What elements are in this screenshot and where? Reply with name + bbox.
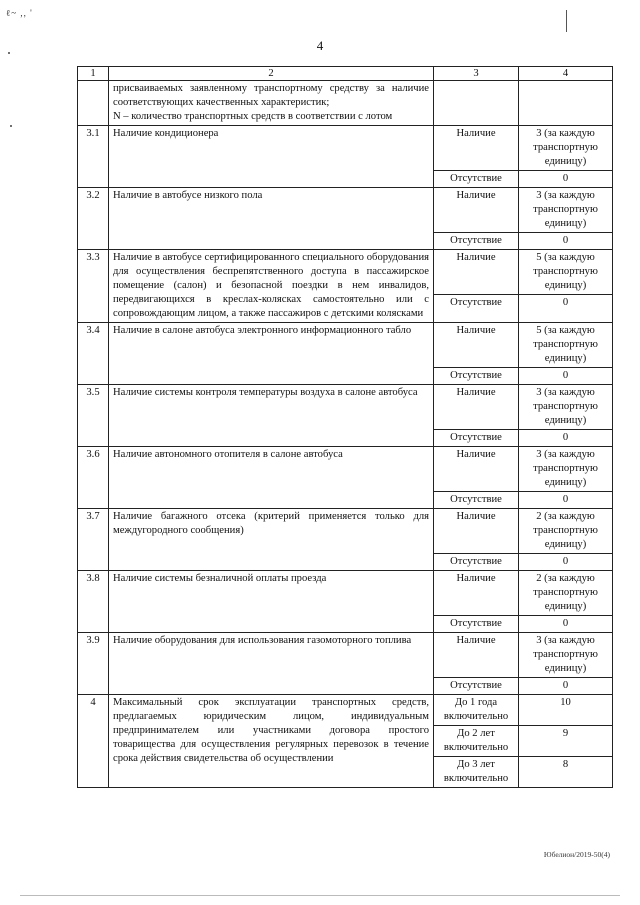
row-number: 3.4 <box>78 323 109 385</box>
term-option: До 1 года включительно <box>434 695 519 726</box>
scan-line <box>566 10 567 32</box>
score-value: 0 <box>519 233 613 250</box>
score-value: 8 <box>519 757 613 788</box>
criterion-description: Наличие системы контроля температуры воздуха в салоне автобуса <box>109 385 434 447</box>
score-value: 5 (за каждую транспортную единицу) <box>519 250 613 295</box>
criteria-table <box>77 66 613 788</box>
criterion-row <box>78 126 613 171</box>
criterion-row <box>78 571 613 616</box>
row-number: 4 <box>78 695 109 788</box>
score-value: 0 <box>519 171 613 188</box>
availability-option: Наличие <box>434 385 519 430</box>
availability-option: Наличие <box>434 509 519 554</box>
availability-option: Наличие <box>434 188 519 233</box>
criterion-description: присваиваемых заявленному транспортному средству за наличие соответствующих качественных характеристик; N – количество транспортных средств в соответствии с лотом <box>109 81 434 126</box>
term-option: До 2 лет включительно <box>434 726 519 757</box>
score-value: 3 (за каждую транспортную единицу) <box>519 447 613 492</box>
row-number <box>78 81 109 126</box>
criterion-row <box>78 633 613 678</box>
availability-option: Отсутствие <box>434 554 519 571</box>
criterion-row <box>78 695 613 726</box>
score-value: 5 (за каждую транспортную единицу) <box>519 323 613 368</box>
score-value: 0 <box>519 554 613 571</box>
header-cell: 2 <box>109 67 434 81</box>
criterion-description: Наличие кондиционера <box>109 126 434 188</box>
score-value <box>519 81 613 126</box>
criterion-description: Максимальный срок эксплуатации транспортных средств, предлагаемых юридическим лицом, индивидуальным предпринимателем или участниками договора простого товарищества для осуществления регулярных перевозок в течение срока действия свидетельства об осуществлении <box>109 695 434 788</box>
score-value: 2 (за каждую транспортную единицу) <box>519 509 613 554</box>
availability-option: Наличие <box>434 447 519 492</box>
continuation-row <box>78 81 613 126</box>
score-value: 0 <box>519 492 613 509</box>
availability-option: Отсутствие <box>434 616 519 633</box>
term-option: До 3 лет включительно <box>434 757 519 788</box>
header-row <box>78 67 613 81</box>
row-number: 3.7 <box>78 509 109 571</box>
header-cell: 4 <box>519 67 613 81</box>
availability-option: Отсутствие <box>434 492 519 509</box>
row-number: 3.2 <box>78 188 109 250</box>
page-number: 4 <box>316 38 324 53</box>
criterion-description: Наличие системы безналичной оплаты проезда <box>109 571 434 633</box>
header-cell: 1 <box>78 67 109 81</box>
score-value: 3 (за каждую транспортную единицу) <box>519 385 613 430</box>
row-number: 3.3 <box>78 250 109 323</box>
criterion-description: Наличие багажного отсека (критерий применяется только для междугородного сообщения) <box>109 509 434 571</box>
criterion-row <box>78 323 613 368</box>
availability-option: Наличие <box>434 571 519 616</box>
availability-option: Наличие <box>434 323 519 368</box>
score-value: 10 <box>519 695 613 726</box>
scan-marks: ℓ~ ,, ' <box>6 8 33 18</box>
criterion-description: Наличие в автобусе низкого пола <box>109 188 434 250</box>
score-value: 0 <box>519 616 613 633</box>
criterion-row <box>78 385 613 430</box>
criterion-description: Наличие оборудования для использования газомоторного топлива <box>109 633 434 695</box>
availability-option <box>434 81 519 126</box>
criterion-row <box>78 447 613 492</box>
criterion-row <box>78 188 613 233</box>
score-value: 9 <box>519 726 613 757</box>
row-number: 3.1 <box>78 126 109 188</box>
row-number: 3.6 <box>78 447 109 509</box>
score-value: 3 (за каждую транспортную единицу) <box>519 188 613 233</box>
score-value: 3 (за каждую транспортную единицу) <box>519 126 613 171</box>
availability-option: Наличие <box>434 126 519 171</box>
header-cell: 3 <box>434 67 519 81</box>
availability-option: Отсутствие <box>434 295 519 323</box>
score-value: 0 <box>519 430 613 447</box>
scan-dot <box>10 125 12 127</box>
availability-option: Отсутствие <box>434 678 519 695</box>
page-edge <box>20 895 620 896</box>
criterion-description: Наличие автономного отопителя в салоне автобуса <box>109 447 434 509</box>
score-value: 0 <box>519 295 613 323</box>
availability-option: Отсутствие <box>434 368 519 385</box>
row-number: 3.9 <box>78 633 109 695</box>
availability-option: Отсутствие <box>434 233 519 250</box>
criterion-description: Наличие в салоне автобуса электронного информационного табло <box>109 323 434 385</box>
criterion-row <box>78 250 613 295</box>
score-value: 3 (за каждую транспортную единицу) <box>519 633 613 678</box>
row-number: 3.5 <box>78 385 109 447</box>
criterion-description: Наличие в автобусе сертифицированного специального оборудования для осуществления беспрепятственного доступа в пассажирское помещение (салон) и безопасной поездки в нем инвалидов, передвигающихся в креслах-колясках самостоятельно или с сопровождающим лицом, а также пассажиров с детскими колясками <box>109 250 434 323</box>
score-value: 2 (за каждую транспортную единицу) <box>519 571 613 616</box>
criterion-row <box>78 509 613 554</box>
score-value: 0 <box>519 678 613 695</box>
availability-option: Наличие <box>434 633 519 678</box>
row-number: 3.8 <box>78 571 109 633</box>
score-value: 0 <box>519 368 613 385</box>
availability-option: Отсутствие <box>434 430 519 447</box>
availability-option: Отсутствие <box>434 171 519 188</box>
availability-option: Наличие <box>434 250 519 295</box>
footer-code: Юбелион/2019-50(4) <box>543 850 610 859</box>
